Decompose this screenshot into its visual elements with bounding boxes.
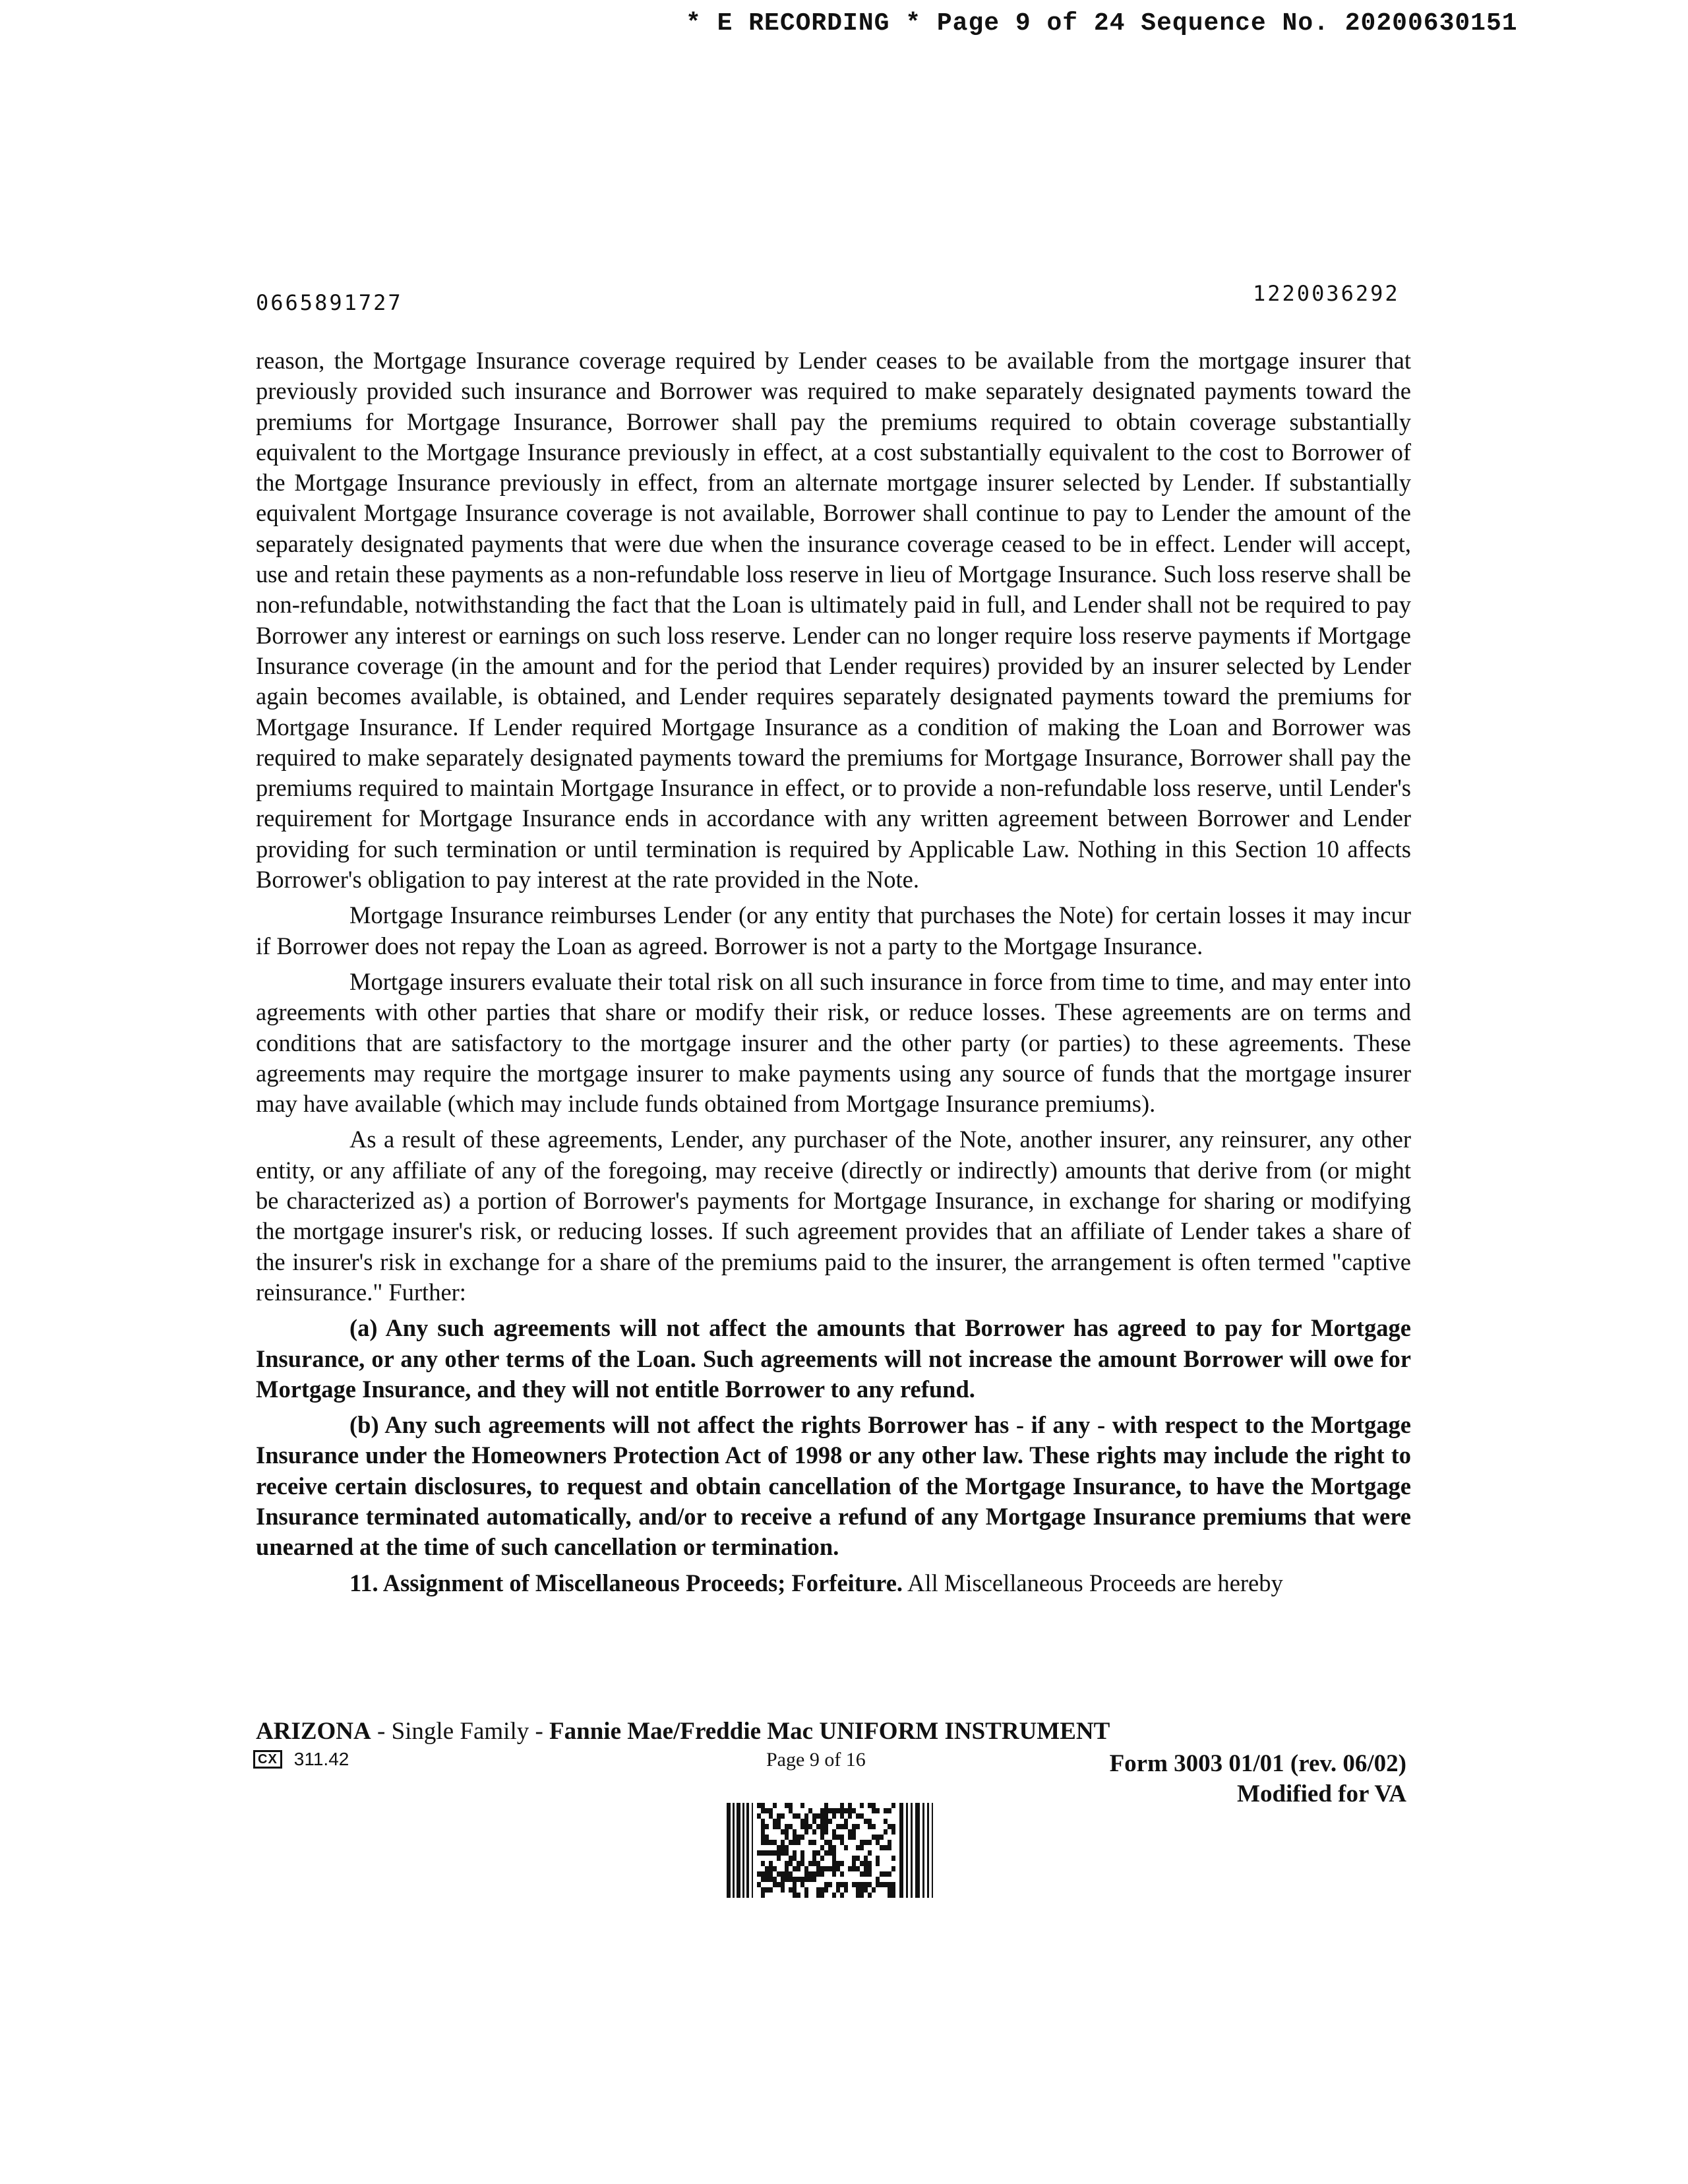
- footer-form: [1110, 1749, 1406, 1809]
- paragraph-clause-a: (a) Any such agreements will not affect the amounts that Borrower has agreed to pay for Mortgage Insurance, or any other terms of the Loan. Such agreements will not increase the amount Borrower will owe for Mortgage Insurance, and they will not entitle Borrower to any refund.: [256, 1314, 1411, 1403]
- footer-code-number: 311.42: [293, 1749, 349, 1769]
- loan-number-right: 1220036292: [1253, 281, 1400, 306]
- footer-instrument: Fannie Mae/Freddie Mac UNIFORM INSTRUMENT: [549, 1718, 1110, 1745]
- cx-logo: CX: [253, 1750, 282, 1769]
- paragraph-reimbursement: Mortgage Insurance reimburses Lender (or any entity that purchases the Note) for certain losses it may incur if Borrower does not repay the Loan as agreed. Borrower is not a party to the Mortgage Insurance.: [256, 901, 1411, 959]
- footer-title: [256, 1717, 1110, 1745]
- recording-header: * E RECORDING * Page 9 of 24 Sequence No. 20200630151: [686, 9, 1518, 38]
- section-11-heading: 11. Assignment of Miscellaneous Proceeds; Forfeiture.: [349, 1569, 903, 1596]
- paragraph-insurer-risk: Mortgage insurers evaluate their total risk on all such insurance in force from time to time, and may enter into agreements with other parties that share or modify their risk, or reduce losses. These agreements are on terms and conditions that are satisfactory to the mortgage insurer and the other party (or parties) to these agreements. These agreements may require the mortgage insurer to make payments using any source of funds that the mortgage insurer may have available (which may include funds obtained from Mortgage Insurance premiums).: [256, 967, 1411, 1118]
- paragraph-section-11: [256, 1568, 1411, 1598]
- section-11-text: All Miscellaneous Proceeds are hereby: [903, 1569, 1283, 1596]
- footer-state: ARIZONA: [256, 1718, 371, 1745]
- paragraph-clause-b: (b) Any such agreements will not affect the rights Borrower has - if any - with respect to the Mortgage Insurance under the Homeowners Protection Act of 1998 or any other law. These rights may include the right to receive certain disclosures, to request and obtain cancellation of the Mortgage Insurance, to have the Mortgage Insurance terminated automatically, and/or to receive a refund of any Mortgage Insurance premiums that were unearned at the time of such cancellation or termination.: [256, 1411, 1411, 1561]
- footer-page-number: Page 9 of 16: [766, 1749, 866, 1771]
- paragraph-agreements: As a result of these agreements, Lender, any purchaser of the Note, another insurer, any reinsurer, any other entity, or any affiliate of any of the foregoing, may receive (directly or indirectly) amounts that derive from (or might be characterized as) a portion of Borrower's payments for Mortgage Insurance, in exchange for sharing or modifying the mortgage insurer's risk, or reducing losses. If such agreement provides that an affiliate of Lender takes a share of the insurer's risk in exchange for a share of the premiums paid to the insurer, the arrangement is often termed "captive reinsurance." Further:: [256, 1126, 1411, 1306]
- form-number: Form 3003 01/01 (rev. 06/02): [1109, 1750, 1406, 1777]
- barcode-icon: [727, 1803, 939, 1898]
- footer-code: [253, 1749, 349, 1770]
- paragraph-continuation: reason, the Mortgage Insurance coverage required by Lender ceases to be available from the mortgage insurer that previously provided such insurance and Borrower was required to make separately designated payments toward the premiums for Mortgage Insurance, Borrower shall pay the premiums required to obtain coverage substantially equivalent to the Mortgage Insurance previously in effect, at a cost substantially equivalent to the cost to Borrower of the Mortgage Insurance previously in effect, from an alternate mortgage insurer selected by Lender. If substantially equivalent Mortgage Insurance coverage is not available, Borrower shall continue to pay to Lender the amount of the separately designated payments that were due when the insurance coverage ceased to be in effect. Lender will accept, use and retain these payments as a non-refundable loss reserve in lieu of Mortgage Insurance. Such loss reserve shall be non-refundable, notwithstanding the fact that the Loan is ultimately paid in full, and Lender shall not be required to pay Borrower any interest or earnings on such loss reserve. Lender can no longer require loss reserve payments if Mortgage Insurance coverage (in the amount and for the period that Lender requires) provided by an insurer selected by Lender again becomes available, is obtained, and Lender requires separately designated payments toward the premiums for Mortgage Insurance. If Lender required Mortgage Insurance as a condition of making the Loan and Borrower was required to make separately designated payments toward the premiums for Mortgage Insurance, Borrower shall pay the premiums required to maintain Mortgage Insurance in effect, or to provide a non-refundable loss reserve, until Lender's requirement for Mortgage Insurance ends in accordance with any written agreement between Borrower and Lender providing for such termination or until termination is required by Applicable Law. Nothing in this Section 10 affects Borrower's obligation to pay interest at the rate provided in the Note.: [256, 347, 1411, 894]
- footer-family: - Single Family -: [371, 1718, 550, 1745]
- form-modified: Modified for VA: [1237, 1780, 1406, 1807]
- document-body: [256, 346, 1411, 1604]
- loan-number-left: 0665891727: [256, 290, 403, 315]
